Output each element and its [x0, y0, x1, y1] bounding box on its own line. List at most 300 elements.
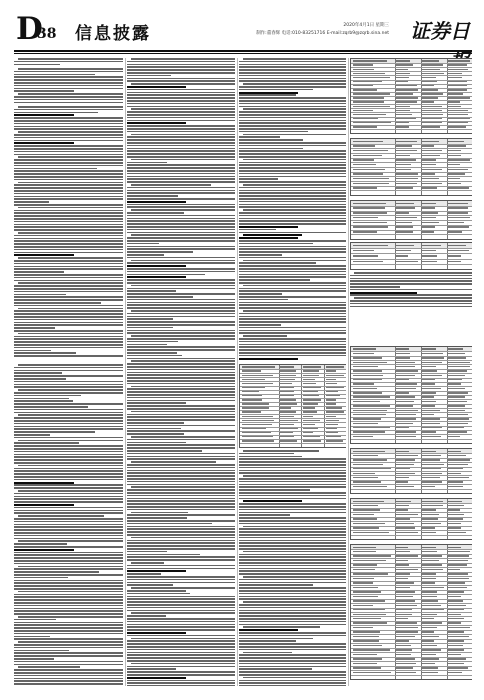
table-cell: [353, 614, 386, 615]
text-line: [127, 517, 187, 519]
table-cell: [396, 505, 409, 506]
table-cell: [396, 366, 414, 367]
table-cell: [396, 261, 418, 262]
text-line: [14, 409, 123, 411]
text-line: [127, 145, 235, 147]
table-cell: [326, 436, 341, 437]
text-line: [131, 562, 164, 564]
text-line: [131, 461, 216, 463]
text-line: [14, 638, 123, 640]
text-line: [239, 212, 346, 214]
text-line: [14, 370, 123, 372]
text-line: [127, 106, 235, 108]
text-line: [239, 139, 303, 141]
table-cell: [422, 183, 441, 184]
text-line: [350, 283, 472, 285]
text-line: [14, 552, 123, 554]
text-line: [239, 486, 346, 488]
table-cell: [396, 207, 415, 208]
table-cell: [353, 609, 386, 610]
text-line: [239, 517, 346, 519]
table-cell: [353, 481, 381, 482]
table-cell: [353, 226, 389, 227]
text-line: [239, 657, 346, 659]
table-cell: [422, 164, 436, 165]
text-line: [14, 445, 123, 447]
page-number: 38: [37, 26, 57, 42]
text-line: [127, 192, 235, 194]
text-line: [239, 621, 346, 623]
text-line: [127, 148, 235, 150]
text-line: [14, 563, 123, 565]
text-line: [14, 571, 99, 573]
text-line: [239, 344, 346, 346]
text-line: [14, 375, 123, 377]
table-cell: [242, 403, 270, 404]
text-line: [14, 669, 123, 671]
table-cell: [353, 636, 379, 637]
table-cell: [353, 532, 390, 533]
table-cell: [448, 645, 462, 646]
text-line: [239, 181, 346, 183]
table-cell: [448, 523, 461, 524]
table-cell: [396, 122, 408, 123]
text-line: [18, 465, 123, 467]
text-line: [239, 100, 346, 102]
text-line: [14, 549, 74, 551]
table-cell: [448, 509, 460, 510]
table-cell: [448, 348, 463, 349]
table-cell: [353, 89, 377, 90]
text-line: [239, 646, 346, 648]
table-cell: [422, 532, 435, 533]
table-cell: [448, 477, 469, 478]
table-cell: [396, 555, 418, 556]
text-line: [14, 90, 74, 92]
text-line: [127, 554, 200, 556]
text-line: [239, 612, 346, 614]
table-cell: [448, 245, 466, 246]
text-line: [127, 551, 167, 553]
table-cell: [353, 401, 380, 402]
text-line: [239, 562, 346, 564]
table-cell: [396, 431, 415, 432]
table-cell: [326, 366, 344, 367]
table-cell: [353, 658, 382, 659]
text-line: [14, 568, 123, 570]
text-line: [127, 400, 235, 402]
text-line: [239, 542, 346, 544]
text-line: [127, 346, 235, 348]
table-cell: [422, 114, 443, 115]
text-line: [350, 294, 472, 296]
table-cell: [448, 573, 468, 574]
table-cell: [396, 658, 414, 659]
text-line: [14, 327, 55, 329]
text-line: [14, 661, 123, 663]
table-cell: [353, 578, 375, 579]
table-cell: [396, 245, 414, 246]
table-cell: [396, 631, 417, 632]
table-cell: [422, 250, 435, 251]
table-cell: [422, 622, 442, 623]
table-cell: [353, 106, 391, 107]
table-cell: [448, 578, 469, 579]
text-line: [243, 652, 292, 654]
table-cell: [422, 564, 441, 565]
text-line: [14, 535, 123, 537]
table-cell: [353, 379, 383, 380]
text-line: [127, 615, 166, 617]
text-line: [239, 248, 346, 250]
text-line: [127, 439, 235, 441]
text-line: [127, 430, 235, 432]
table-cell: [448, 357, 466, 358]
text-line: [14, 683, 123, 685]
table-cell: [422, 649, 441, 650]
table-cell: [353, 183, 389, 184]
text-line: [239, 66, 346, 68]
text-line: [127, 321, 235, 323]
table-cell: [448, 255, 461, 256]
text-line: [14, 74, 95, 76]
text-line: [14, 507, 123, 509]
table-cell: [353, 114, 386, 115]
table-cell: [448, 631, 464, 632]
text-line: [127, 649, 235, 651]
column-divider: [237, 58, 238, 686]
text-line: [127, 257, 235, 259]
text-line: [14, 644, 123, 646]
text-line: [127, 372, 235, 374]
text-line: [127, 624, 235, 626]
table-cell: [396, 427, 408, 428]
text-line: [14, 431, 95, 433]
table-cell: [448, 514, 463, 515]
text-line: [239, 640, 296, 642]
table-cell: [422, 569, 442, 570]
text-line: [127, 293, 235, 295]
table-cell: [396, 173, 417, 174]
text-line: [127, 164, 235, 166]
text-line: [18, 616, 123, 618]
text-line: [18, 232, 123, 234]
text-line: [127, 156, 235, 158]
table-cell: [280, 436, 294, 437]
table-cell: [448, 392, 468, 393]
table-cell: [396, 605, 416, 606]
text-line: [127, 568, 235, 570]
table-cell: [422, 486, 435, 487]
table-cell: [448, 436, 460, 437]
table-cell: [353, 464, 383, 465]
table-cell: [448, 622, 460, 623]
table-cell: [448, 207, 468, 208]
text-line: [14, 493, 123, 495]
table-cell: [326, 387, 345, 388]
text-line: [18, 566, 123, 568]
text-line: [18, 156, 123, 158]
text-line: [127, 416, 235, 418]
text-line: [127, 654, 235, 656]
text-line: [131, 58, 235, 60]
table-cell: [353, 455, 378, 456]
text-line: [14, 193, 123, 195]
text-line: [239, 145, 346, 147]
table-cell: [422, 667, 438, 668]
table-cell: [422, 77, 436, 78]
text-line: [14, 347, 123, 349]
text-line: [243, 526, 346, 528]
table-cell: [396, 418, 416, 419]
text-line: [18, 591, 123, 593]
table-cell: [396, 451, 409, 452]
table-cell: [353, 169, 386, 170]
table-cell: [448, 427, 463, 428]
table-cell: [326, 403, 336, 404]
text-line: [239, 682, 346, 684]
table-cell: [353, 388, 377, 389]
text-line: [127, 142, 235, 144]
text-line: [127, 139, 235, 141]
text-line: [14, 218, 123, 220]
table-cell: [396, 547, 408, 548]
text-line: [14, 596, 123, 598]
data-table: [350, 498, 472, 540]
table-cell: [353, 667, 382, 668]
table-cell: [396, 614, 412, 615]
table-cell: [396, 636, 414, 637]
table-cell: [396, 663, 416, 664]
text-line: [127, 447, 235, 449]
text-line: [127, 607, 235, 609]
text-line: [127, 332, 235, 334]
text-line: [14, 526, 123, 528]
table-cell: [422, 578, 436, 579]
text-line: [14, 252, 123, 254]
text-line: [243, 134, 346, 136]
table-cell: [448, 418, 469, 419]
text-line: [14, 179, 123, 181]
table-cell: [448, 375, 464, 376]
table-cell: [396, 523, 414, 524]
table-cell: [422, 261, 436, 262]
text-line: [127, 232, 235, 234]
table-cell: [422, 60, 439, 61]
table-cell: [422, 640, 434, 641]
table-cell: [396, 81, 408, 82]
text-line: [239, 302, 346, 304]
text-line: [239, 349, 346, 351]
text-line: [239, 358, 298, 360]
text-line: [239, 456, 302, 458]
table-cell: [353, 255, 379, 256]
text-line: [239, 173, 346, 175]
text-line: [243, 310, 346, 312]
table-cell: [396, 596, 413, 597]
text-line: [239, 643, 346, 645]
table-cell: [326, 379, 337, 380]
text-line: [239, 131, 308, 133]
text-line: [350, 306, 472, 308]
text-line: [239, 190, 346, 192]
table-cell: [448, 640, 463, 641]
text-line: [127, 610, 235, 612]
text-line: [127, 442, 186, 444]
text-line: [14, 456, 123, 458]
table-cell: [353, 423, 378, 424]
table-cell: [353, 672, 392, 673]
text-line: [18, 68, 123, 70]
text-line: [239, 170, 346, 172]
text-line: [14, 196, 123, 198]
text-line: [239, 453, 294, 455]
text-line: [18, 58, 123, 60]
table-cell: [396, 388, 415, 389]
text-line: [127, 80, 235, 82]
data-table: [350, 58, 472, 134]
text-line: [14, 79, 123, 81]
table-cell: [280, 432, 293, 433]
text-line: [14, 109, 123, 111]
text-line: [239, 215, 346, 217]
text-line: [14, 428, 123, 430]
table-cell: [448, 203, 468, 204]
text-line: [14, 313, 123, 315]
table-cell: [422, 396, 434, 397]
table-cell: [396, 89, 418, 90]
text-line: [239, 204, 346, 206]
text-line: [239, 355, 346, 357]
text-line: [127, 470, 235, 472]
text-line: [127, 383, 235, 385]
table-cell: [353, 527, 380, 528]
table-cell: [422, 455, 440, 456]
table-cell: [422, 118, 441, 119]
table-cell: [422, 353, 442, 354]
table-cell: [303, 420, 320, 421]
table-cell: [422, 212, 437, 213]
text-line: [14, 585, 123, 587]
text-line: [239, 629, 298, 631]
text-line: [18, 490, 123, 492]
text-line: [14, 412, 123, 414]
table-cell: [422, 388, 440, 389]
text-line: [14, 145, 123, 147]
text-line: [239, 162, 346, 164]
text-line: [127, 674, 235, 676]
text-line: [239, 514, 290, 516]
text-line: [131, 83, 235, 85]
table-cell: [448, 401, 467, 402]
text-line: [14, 341, 123, 343]
text-line: [239, 596, 346, 598]
table-cell: [422, 547, 436, 548]
text-line: [14, 529, 123, 531]
text-line: [14, 417, 123, 419]
table-cell: [396, 231, 412, 232]
table-cell: [422, 366, 436, 367]
text-line: [127, 136, 235, 138]
text-line: [127, 475, 235, 477]
table-cell: [353, 97, 384, 98]
text-line: [239, 257, 346, 259]
text-line: [127, 680, 235, 682]
text-line: [239, 492, 346, 494]
table-cell: [396, 649, 412, 650]
text-line: [243, 450, 319, 452]
table-column-rule: [421, 499, 422, 539]
table-cell: [280, 428, 298, 429]
table-cell: [353, 505, 379, 506]
table-cell: [448, 141, 463, 142]
table-cell: [303, 375, 319, 376]
text-line: [14, 117, 123, 119]
table-cell: [353, 159, 375, 160]
text-line: [127, 472, 235, 474]
table-cell: [353, 178, 390, 179]
text-line: [127, 358, 235, 360]
text-line: [127, 528, 235, 530]
text-line: [127, 635, 235, 637]
text-line: [131, 436, 235, 438]
text-line: [14, 280, 123, 282]
text-line: [127, 198, 235, 200]
section-title: 信息披露: [75, 24, 151, 44]
table-cell: [448, 183, 461, 184]
text-line: [14, 249, 123, 251]
table-cell: [396, 401, 413, 402]
table-cell: [422, 97, 438, 98]
table-cell: [353, 203, 387, 204]
text-line: [239, 94, 296, 96]
text-line: [127, 500, 235, 502]
data-table: [350, 138, 472, 196]
column-1: [14, 58, 123, 686]
table-cell: [448, 187, 469, 188]
table-cell: [448, 212, 468, 213]
table-cell: [353, 410, 388, 411]
text-line: [14, 99, 123, 101]
table-cell: [303, 379, 315, 380]
text-line: [239, 136, 280, 138]
table-cell: [448, 159, 469, 160]
data-table: [350, 242, 472, 270]
text-line: [14, 350, 51, 352]
text-line: [243, 475, 346, 477]
table-cell: [396, 212, 409, 213]
text-line: [127, 556, 235, 558]
text-line: [239, 537, 346, 539]
table-cell: [422, 468, 440, 469]
table-cell: [396, 423, 412, 424]
text-line: [14, 636, 50, 638]
text-line: [14, 88, 123, 90]
text-line: [14, 504, 74, 506]
table-cell: [448, 366, 470, 367]
table-cell: [396, 150, 417, 151]
table-cell: [422, 150, 442, 151]
table-cell: [448, 518, 463, 519]
table-cell: [448, 564, 466, 565]
table-cell: [326, 383, 338, 384]
text-line: [243, 551, 346, 553]
text-line: [127, 626, 235, 628]
text-line: [239, 86, 346, 88]
text-line: [239, 201, 346, 203]
text-line: [239, 142, 346, 144]
text-line: [127, 374, 235, 376]
